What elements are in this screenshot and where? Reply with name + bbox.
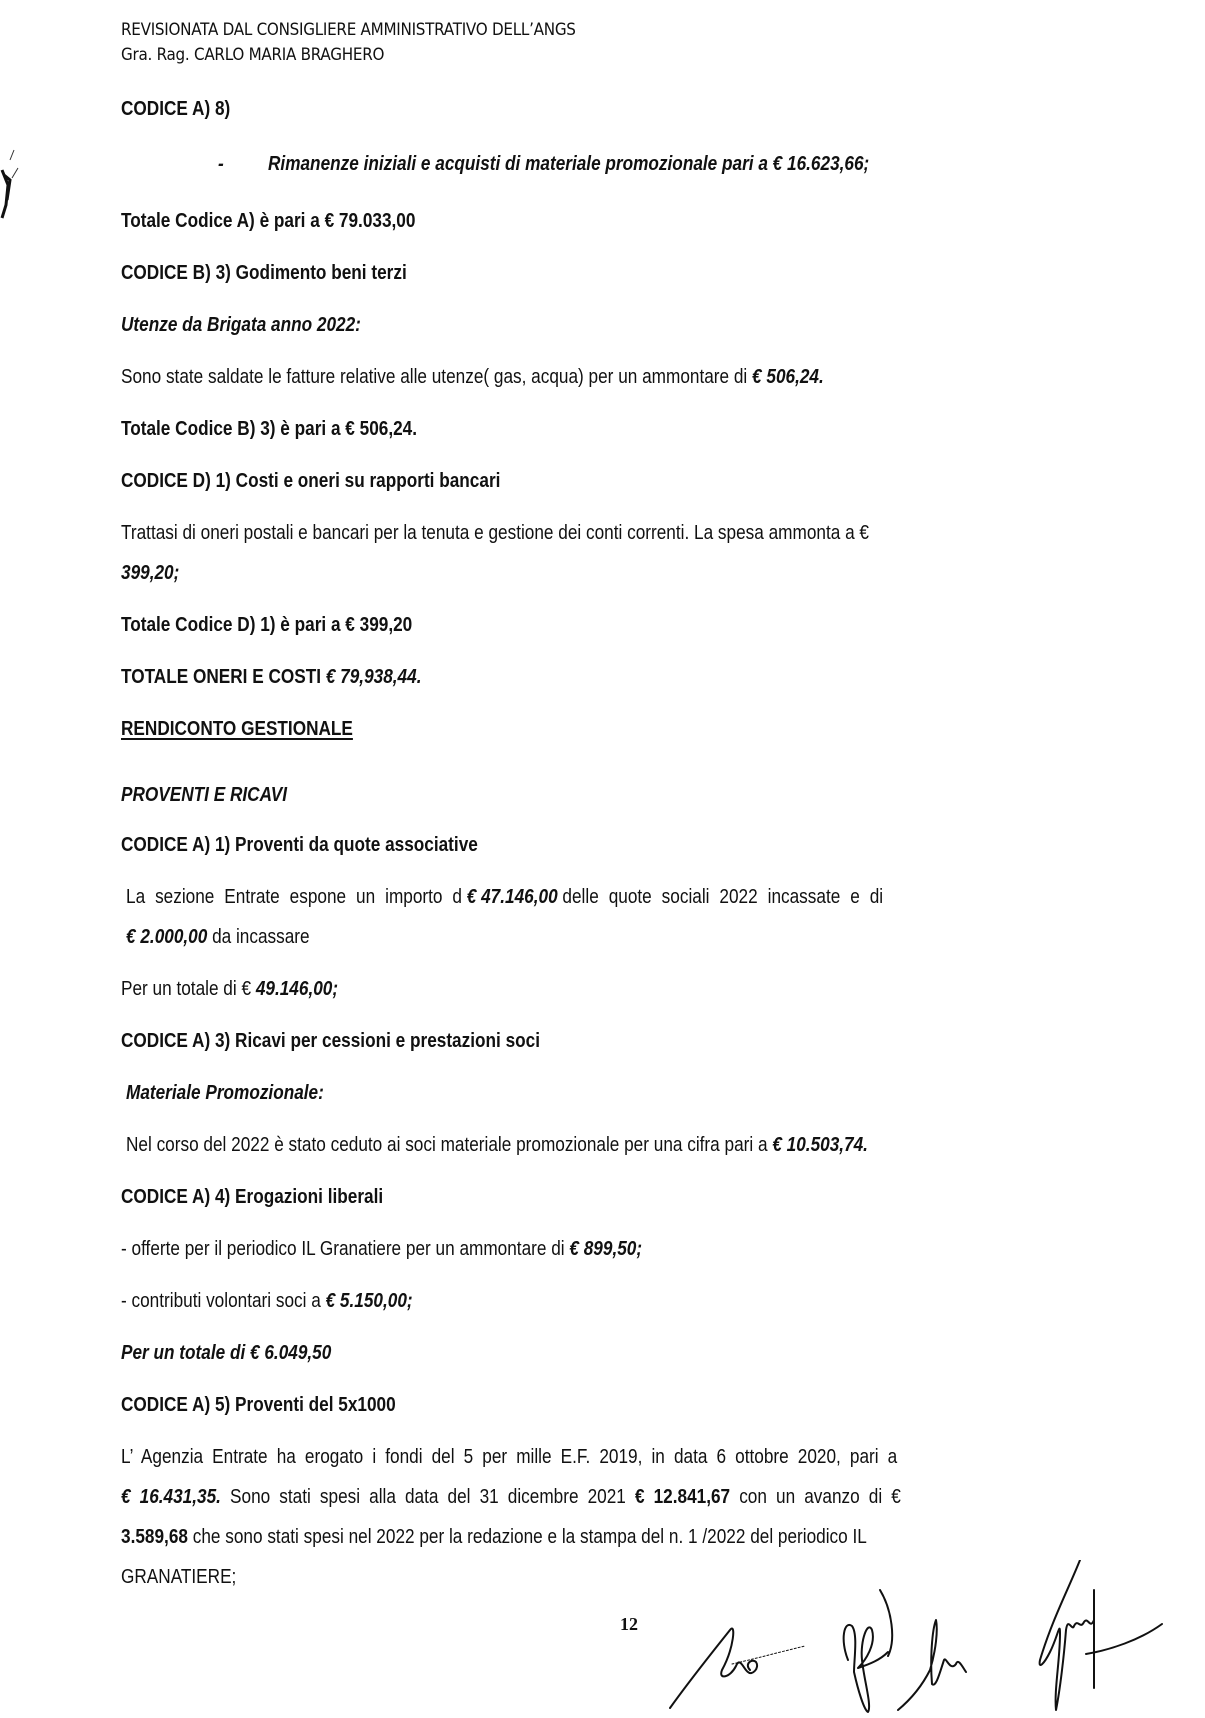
signature-3: [898, 1620, 966, 1710]
section-title-codice-a5: CODICE A) 5) Proventi del 5x1000: [121, 1394, 396, 1416]
5x1000-amount-3: 3.589,68: [121, 1526, 188, 1548]
5x1000-text-3: con un avanzo di €: [739, 1486, 901, 1508]
materiale-text: Nel corso del 2022 è stato ceduto ai soci materiale promozionale per una cifra pari a: [126, 1134, 768, 1156]
signature-4: [1040, 1560, 1162, 1710]
quote-total-label: Per un totale di €: [121, 978, 252, 1000]
quote-total-amount: 49.146,00;: [255, 978, 339, 1000]
total-codice-b3: Totale Codice B) 3) è pari a € 506,24.: [121, 418, 418, 440]
section-title-codice-b3: CODICE B) 3) Godimento beni terzi: [121, 262, 407, 284]
5x1000-amount-2: € 12.841,67: [634, 1486, 731, 1508]
subtitle-materiale-promozionale: Materiale Promozionale:: [126, 1082, 324, 1104]
erogazioni-item-1: [121, 1238, 642, 1261]
total-oneri-costi: [121, 666, 421, 689]
paragraph-5x1000-line3: [121, 1526, 867, 1549]
heading-proventi-ricavi: PROVENTI E RICAVI: [121, 784, 287, 806]
total-codice-d1: Totale Codice D) 1) è pari a € 399,20: [121, 614, 413, 636]
section-title-codice-a4: CODICE A) 4) Erogazioni liberali: [121, 1186, 384, 1208]
erogazioni-item-2: [121, 1290, 413, 1313]
5x1000-text-2: Sono stati spesi alla data del 31 dicembre 2021: [230, 1486, 626, 1508]
signature-2: [844, 1590, 893, 1712]
quote-total-line: [121, 978, 338, 1001]
paragraph-utenze: [121, 366, 824, 389]
total-oneri-amount: € 79,938,44.: [325, 666, 422, 688]
scan-artifact-mark: [0, 130, 20, 220]
paragraph-5x1000-line1: L’ Agenzia Entrate ha erogato i fondi del 5 per mille E.F. 2019, in data 6 ottobre 2020, pari a: [121, 1446, 898, 1468]
bullet-dash: -: [218, 153, 224, 175]
erogazioni-item-1-text: - offerte per il periodico IL Granatiere per un ammontare di: [121, 1238, 565, 1260]
heading-rendiconto-gestionale: RENDICONTO GESTIONALE: [121, 718, 353, 740]
item-rimanenze: Rimanenze iniziali e acquisti di materiale promozionale pari a € 16.623,66;: [268, 153, 870, 175]
handwritten-signatures: [640, 1560, 1180, 1718]
utenze-text: Sono state saldate le fatture relative alle utenze( gas, acqua) per un ammontare di: [121, 366, 748, 388]
section-title-codice-a3: CODICE A) 3) Ricavi per cessioni e prestazioni soci: [121, 1030, 540, 1052]
utenze-amount: € 506,24.: [752, 366, 824, 388]
header-line-1: REVISIONATA DAL CONSIGLIERE AMMINISTRATIVO DELL’ANGS: [121, 20, 576, 39]
total-oneri-label: TOTALE ONERI E COSTI: [121, 666, 322, 688]
paragraph-quote-line1: [126, 886, 883, 909]
5x1000-amount-1: € 16.431,35.: [121, 1486, 221, 1508]
paragraph-5x1000-line2: [121, 1486, 901, 1509]
header-line-2: Gra. Rag. CARLO MARIA BRAGHERO: [121, 45, 385, 64]
total-codice-a: Totale Codice A) è pari a € 79.033,00: [121, 210, 416, 232]
quote-text-1b: delle quote sociali 2022 incassate e di: [562, 886, 884, 908]
page-number: 12: [620, 1614, 638, 1634]
paragraph-quote-line2: [126, 926, 310, 949]
quote-text-1a: La sezione Entrate espone un importo d: [126, 886, 462, 908]
paragraph-oneri-bancari: Trattasi di oneri postali e bancari per la tenuta e gestione dei conti correnti. La spesa ammonta a €: [121, 522, 869, 544]
paragraph-materiale: [126, 1134, 868, 1157]
section-title-codice-a8: CODICE A) 8): [121, 98, 231, 120]
materiale-amount: € 10.503,74.: [772, 1134, 868, 1156]
section-title-codice-d1: CODICE D) 1) Costi e oneri su rapporti bancari: [121, 470, 501, 492]
oneri-bancari-amount: 399,20;: [121, 562, 180, 584]
erogazioni-total: Per un totale di € 6.049,50: [121, 1342, 332, 1364]
signature-1: [670, 1629, 805, 1708]
erogazioni-item-1-amount: € 899,50;: [569, 1238, 643, 1260]
quote-amount-1: € 47.146,00: [466, 886, 558, 908]
subtitle-utenze: Utenze da Brigata anno 2022:: [121, 314, 361, 336]
erogazioni-item-2-text: - contributi volontari soci a: [121, 1290, 321, 1312]
5x1000-text-4: che sono stati spesi nel 2022 per la redazione e la stampa del n. 1 /2022 del periodico IL: [187, 1526, 867, 1548]
quote-amount-2: € 2.000,00: [126, 926, 208, 948]
section-title-codice-a1: CODICE A) 1) Proventi da quote associative: [121, 834, 478, 856]
quote-text-2: da incassare: [212, 926, 310, 948]
erogazioni-item-2-amount: € 5.150,00;: [325, 1290, 413, 1312]
paragraph-5x1000-line4: GRANATIERE;: [121, 1566, 237, 1588]
